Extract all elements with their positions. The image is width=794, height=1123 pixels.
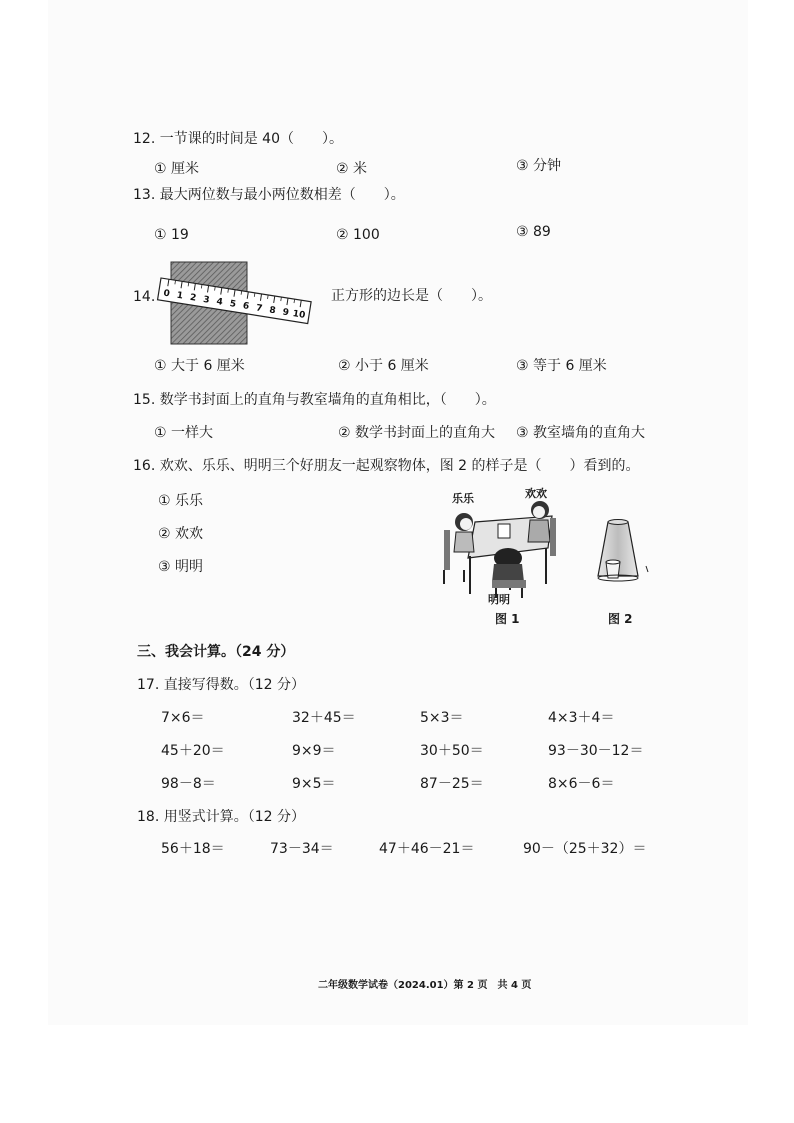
ruler-tick-label: 1 (175, 290, 184, 302)
ruler-tick-label: 6 (242, 301, 250, 313)
q14-stem: 正方形的边长是（ ）。 (331, 288, 492, 304)
ruler-tick-label: 10 (291, 309, 306, 321)
q18-item-2: 73－34＝ (270, 841, 334, 857)
q14-option-3: ③ 等于 6 厘米 (516, 358, 607, 374)
q14-option-1: ① 大于 6 厘米 (154, 358, 245, 374)
figure1-children-at-table (440, 500, 570, 600)
q18-item-4: 90－（25＋32）＝ (523, 841, 647, 857)
q12-option-3: ③ 分钟 (516, 158, 562, 174)
q17-r3-c4: 8×6－6＝ (548, 776, 615, 792)
q12-option-1: ① 厘米 (154, 161, 200, 177)
ruler-tick-label: 3 (202, 294, 211, 306)
q18-item-3: 47＋46－21＝ (379, 841, 475, 857)
q13-option-2: ② 100 (336, 227, 380, 243)
q17-r3-c3: 87－25＝ (420, 776, 484, 792)
figure2-caption: 图 2 (608, 612, 633, 626)
q17-r2-c3: 30＋50＝ (420, 743, 484, 759)
figure2-vase-and-cup (594, 518, 654, 588)
q15-option-3: ③ 教室墙角的直角大 (516, 425, 646, 441)
q15-option-1: ① 一样大 (154, 425, 214, 441)
q17-r1-c4: 4×3＋4＝ (548, 710, 615, 726)
q16-stem: 16. 欢欢、乐乐、明明三个好朋友一起观察物体，图 2 的样子是（ ）看到的。 (133, 458, 640, 474)
ruler-tick-label: 4 (215, 297, 224, 308)
q17-r3-c2: 9×5＝ (292, 776, 336, 792)
figure1-label-huanhuan: 欢欢 (525, 487, 547, 500)
q15-stem: 15. 数学书封面上的直角与教室墙角的直角相比，（ ）。 (133, 392, 496, 408)
q16-option-3: ③ 明明 (158, 559, 204, 575)
q17-r1-c1: 7×6＝ (161, 710, 205, 726)
q13-option-1: ① 19 (154, 227, 189, 243)
q14-option-2: ② 小于 6 厘米 (338, 358, 429, 374)
ruler-tick-label: 9 (281, 307, 290, 319)
q17-r2-c2: 9×9＝ (292, 743, 336, 759)
ruler-tick-label: 8 (268, 305, 277, 317)
page-footer: 二年级数学试卷（2024.01）第 2 页 共 4 页 (318, 980, 532, 991)
section3-title: 三、我会计算。（24 分） (137, 644, 295, 660)
q14-number: 14. (133, 289, 156, 305)
q18-stem: 18. 用竖式计算。（12 分） (137, 809, 305, 825)
square-with-ruler-figure (155, 258, 315, 348)
q16-option-1: ① 乐乐 (158, 493, 204, 509)
figure1-caption: 图 1 (495, 612, 520, 626)
q12-option-2: ② 米 (336, 161, 368, 177)
q12-stem: 12. 一节课的时间是 40（ ）。 (133, 131, 343, 147)
q16-option-2: ② 欢欢 (158, 526, 204, 542)
q13-option-3: ③ 89 (516, 224, 551, 240)
q17-r2-c1: 45＋20＝ (161, 743, 225, 759)
q17-r3-c1: 98－8＝ (161, 776, 216, 792)
q17-r1-c3: 5×3＝ (420, 710, 464, 726)
ruler-tick-label: 2 (189, 292, 197, 304)
figure1-label-lele: 乐乐 (452, 492, 474, 505)
q17-stem: 17. 直接写得数。（12 分） (137, 677, 305, 693)
q17-r2-c4: 93－30－12＝ (548, 743, 644, 759)
exam-paper (48, 0, 748, 1025)
q15-option-2: ② 数学书封面上的直角大 (338, 425, 496, 441)
q17-r1-c2: 32＋45＝ (292, 710, 356, 726)
ruler-tick-label: 7 (255, 303, 264, 315)
ruler-tick-label: 0 (162, 288, 171, 300)
q18-item-1: 56＋18＝ (161, 841, 225, 857)
ruler-tick-label: 5 (228, 299, 237, 310)
figure1-label-mingming: 明明 (488, 593, 510, 606)
q13-stem: 13. 最大两位数与最小两位数相差（ ）。 (133, 187, 405, 203)
